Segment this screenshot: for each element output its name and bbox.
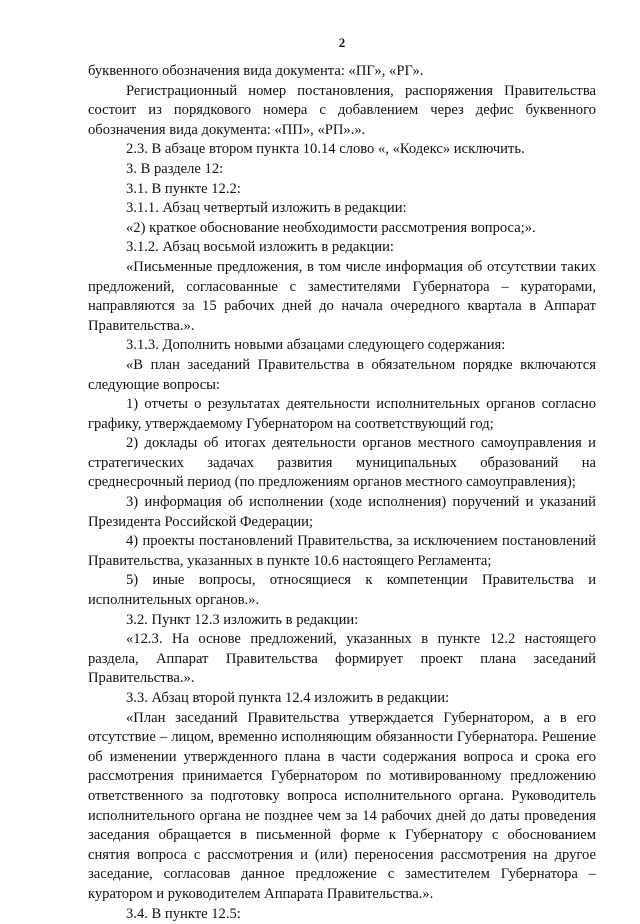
paragraph-3-1-3: 3.1.3. Дополнить новыми абзацами следующего содержания: (126, 337, 506, 354)
list-item-4: 4) проекты постановлений Правительства, за исключением постановлений Правительства, указанных в пункте 10.6 настоящего Регламента; (88, 533, 596, 569)
paragraph-3-1-2-text: «Письменные предложения, в том числе информация об отсутствии таких предложений, согласованные с заместителями Губернатора – кураторами, направляются за 15 рабочих дней до начала очередного квартала в Аппарат Правительства.». (88, 258, 596, 334)
paragraph-3-4: 3.4. В пункте 12.5: (126, 905, 241, 922)
paragraph-3-3: 3.3. Абзац второй пункта 12.4 изложить в редакции: (126, 690, 450, 706)
paragraph-3-1-1-text: «2) краткое обоснование необходимости рассмотрения вопроса;». (126, 219, 536, 236)
paragraph-3-1-1: 3.1.1. Абзац четвертый изложить в редакции: (126, 200, 407, 217)
list-item-2: 2) доклады об итогах деятельности органов местного самоуправления и стратегических задачах развития муниципальных образований на среднесрочный период (по предложениям органов местного самоуправления); (88, 435, 596, 491)
document-page (88, 0, 596, 922)
list-item-3: 3) информация об исполнении (ходе исполнения) поручений и указаний Президента Российской Федерации; (88, 494, 596, 530)
page-number: 2 (338, 35, 346, 50)
paragraph-3-2-text: «12.3. На основе предложений, указанных в пункте 12.2 настоящего раздела, Аппарат Правительства формирует проект плана заседаний Правительства.». (88, 631, 596, 687)
paragraph-registration-number: Регистрационный номер постановления, распоряжения Правительства состоит из порядкового номера с добавлением через дефис буквенного обозначения вида документа: «ПП», «РП».». (88, 82, 596, 138)
paragraph-3-1-2: 3.1.2. Абзац восьмой изложить в редакции: (126, 239, 394, 256)
paragraph-2-3: 2.3. В абзаце втором пункта 10.14 слово «, «Кодекс» исключить. (126, 141, 525, 158)
paragraph-3-2: 3.2. Пункт 12.3 изложить в редакции: (126, 611, 359, 628)
paragraph-3-3-text: «План заседаний Правительства утверждается Губернатором, а в его отсутствие – лицом, временно исполняющим обязанности Губернатора. Решение об изменении утвержденного плана в части содержания вопроса и срока его рассмотрения принимается Губернатором по мотивированному предложению ответственного за подготовку вопроса исполнительного органа. Руководитель исполнительного органа не позднее чем за 14 рабочих дней до даты проведения заседания обращается в письменной форме к Губернатору с обоснованием снятия вопроса с рассмотрения и (или) переносения рассмотрения на другое заседание, согласовав данное предложение с заместителем Губернатора – куратором и руководителем Аппарата Правительства.». (88, 709, 596, 902)
paragraph-continuation: буквенного обозначения вида документа: «ПГ», «РГ». (88, 63, 424, 79)
document-body (88, 62, 596, 924)
paragraph-3: 3. В разделе 12: (126, 160, 224, 177)
list-item-1: 1) отчеты о результатах деятельности исполнительных органов согласно графику, утверждаемому Губернатором на соответствующий год; (88, 396, 596, 432)
paragraph-3-1: 3.1. В пункте 12.2: (126, 180, 241, 197)
list-item-5: 5) иные вопросы, относящиеся к компетенции Правительства и исполнительных органов.». (88, 572, 596, 609)
paragraph-3-1-3-intro: «В план заседаний Правительства в обязательном порядке включаются следующие вопросы: (88, 356, 596, 393)
